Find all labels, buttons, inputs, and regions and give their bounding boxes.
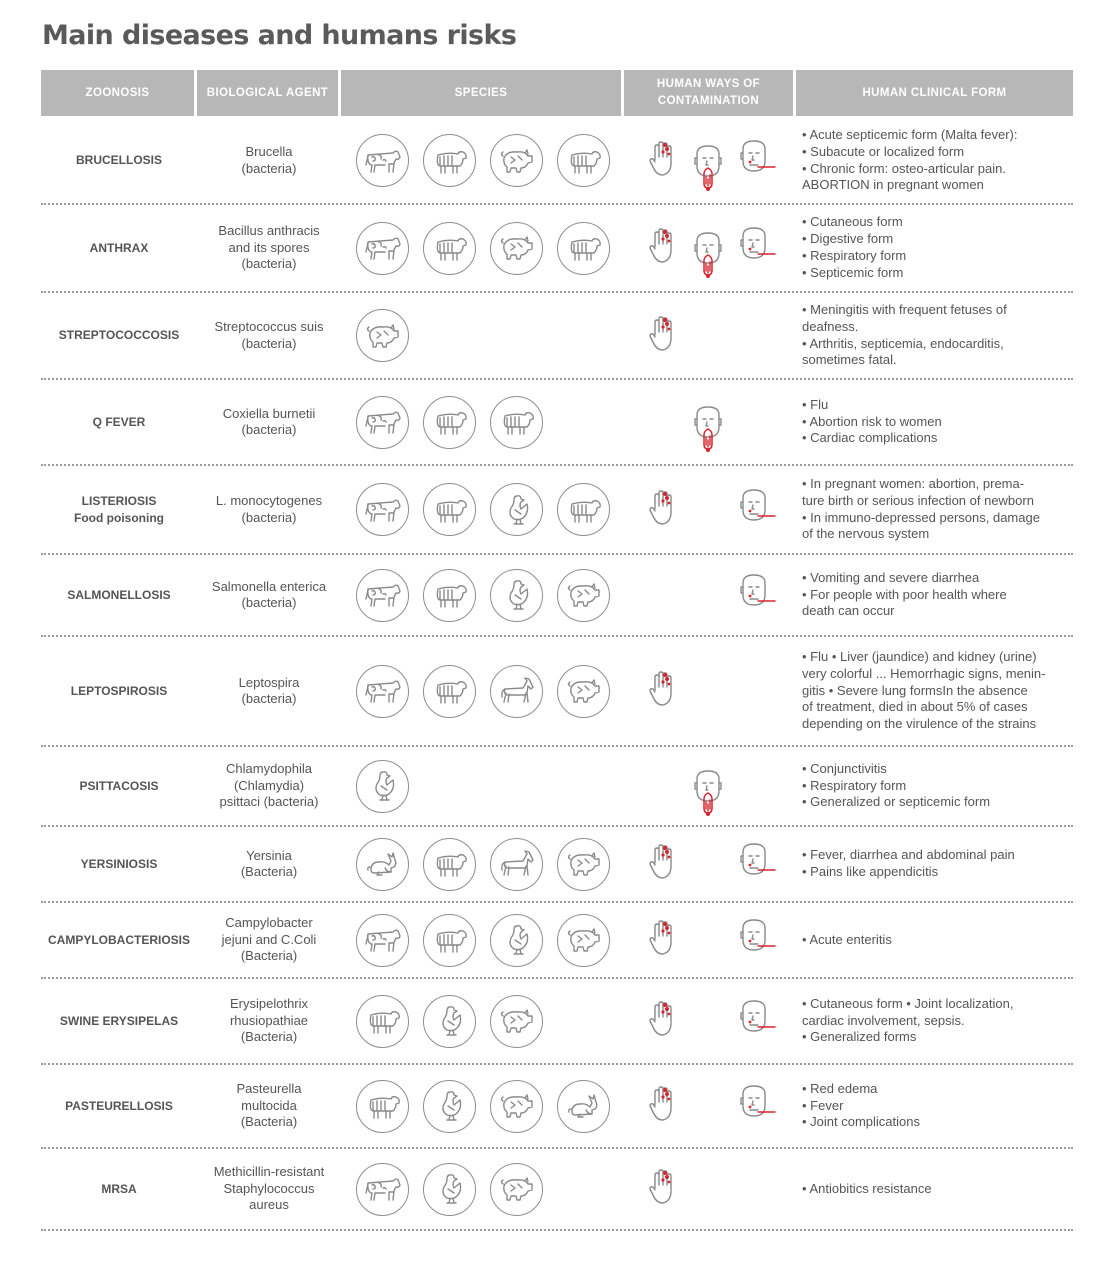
cow-icon xyxy=(356,222,409,275)
zoonosis-name xyxy=(41,683,197,700)
clinical-form-line: • Arthritis, septicemia, endocarditis, xyxy=(802,335,1004,351)
cow-icon xyxy=(356,134,409,187)
clinical-form xyxy=(796,302,1073,369)
zoonosis-name-line: CAMPYLOBACTERIOSIS xyxy=(47,932,190,947)
biological-agent-line: aureus xyxy=(249,1197,289,1213)
zoonosis-name-line: LISTERIOSIS xyxy=(81,493,157,508)
zoonosis-name xyxy=(41,587,197,604)
contamination-ways xyxy=(624,903,796,977)
zoonosis-name xyxy=(41,327,197,344)
clinical-form-line: • Acute enteritis xyxy=(802,931,892,947)
clinical-form-line: • Cardiac complications xyxy=(802,430,938,446)
clinical-form-line: • In pregnant women: abortion, prema- xyxy=(802,475,1025,491)
clinical-form-line: • Joint complications xyxy=(802,1114,920,1130)
table-row xyxy=(41,827,1073,903)
biological-agent-line: (bacteria) xyxy=(241,256,297,272)
clinical-form xyxy=(796,214,1073,281)
zoonosis-name-line: LEPTOSPIROSIS xyxy=(70,683,168,698)
biological-agent-line: Pasteurella xyxy=(236,1081,302,1097)
header-ways-line2: CONTAMINATION xyxy=(657,95,760,107)
horse-icon xyxy=(490,838,543,891)
biological-agent-line: rhusiopathiae xyxy=(229,1012,309,1028)
pig-icon xyxy=(490,1163,543,1216)
biological-agent-line: Staphylococcus xyxy=(223,1180,315,1196)
inhalation-icon xyxy=(738,842,778,882)
zoonosis-name-line: ANTHRAX xyxy=(89,240,149,255)
biological-agent xyxy=(197,761,341,811)
species-list xyxy=(341,569,624,622)
clinical-form-line: • Respiratory form xyxy=(802,248,907,263)
biological-agent xyxy=(197,1081,341,1131)
clinical-form-line: • Fever, diarrhea and abdominal pain xyxy=(802,847,1015,863)
zoonosis-name-line: SALMONELLOSIS xyxy=(67,587,171,602)
inhalation-icon xyxy=(738,918,778,958)
clinical-form xyxy=(796,397,1073,447)
sheep-icon xyxy=(356,995,409,1048)
hand-contact-icon xyxy=(647,314,681,354)
table-row xyxy=(41,118,1073,205)
disease-table xyxy=(41,118,1073,1231)
species-list xyxy=(341,665,624,718)
ingestion-icon xyxy=(692,769,726,817)
sheep-icon xyxy=(423,569,476,622)
rabbit-icon xyxy=(356,838,409,891)
clinical-form-line: • Respiratory form xyxy=(802,777,907,793)
clinical-form-line: of treatment, died in about 5% of cases xyxy=(802,699,1028,715)
biological-agent xyxy=(197,223,341,273)
sheep-icon xyxy=(557,134,610,187)
biological-agent-line: (Bacteria) xyxy=(240,948,298,964)
cow-icon xyxy=(356,569,409,622)
clinical-form-line: • Chronic form: osteo-articular pain. xyxy=(802,160,1006,176)
hand-contact-icon xyxy=(647,1167,681,1207)
clinical-form-line: • Acute septicemic form (Malta fever): xyxy=(802,126,1018,142)
biological-agent-line: Bacillus anthracis xyxy=(218,223,320,239)
ingestion-icon xyxy=(692,144,726,192)
biological-agent-line: Chlamydophila xyxy=(226,761,312,777)
species-list xyxy=(341,1163,624,1216)
sheep-icon xyxy=(490,396,543,449)
zoonosis-name xyxy=(41,856,197,873)
sheep-icon xyxy=(423,134,476,187)
cow-icon xyxy=(356,665,409,718)
clinical-form-line: • Flu • Liver (jaundice) and kidney (urine) xyxy=(802,649,1037,664)
clinical-form-line: • Red edema xyxy=(802,1080,878,1096)
zoonosis-name xyxy=(41,778,197,795)
hand-contact-icon xyxy=(647,1084,681,1124)
clinical-form-line: • Cutaneous form • Joint localization, xyxy=(802,995,1014,1011)
biological-agent-line: Streptococcus suis xyxy=(214,319,324,334)
biological-agent-line: (Bacteria) xyxy=(240,1029,298,1045)
sheep-icon xyxy=(423,665,476,718)
clinical-form-line: • Antiobitics resistance xyxy=(802,1180,932,1196)
clinical-form xyxy=(796,761,1073,811)
clinical-form-line: very colorful ... Hemorrhagic signs, menin- xyxy=(802,665,1046,681)
biological-agent-line: (bacteria) xyxy=(241,422,297,437)
contamination-ways xyxy=(624,466,796,553)
zoonosis-name-line: PASTEURELLOSIS xyxy=(65,1098,173,1113)
biological-agent-line: L. monocytogenes xyxy=(215,493,323,508)
clinical-form-line: • Abortion risk to women xyxy=(802,413,942,429)
biological-agent-line: psittaci (bacteria) xyxy=(219,794,319,810)
species-list xyxy=(341,309,624,362)
biological-agent-line: (bacteria) xyxy=(241,691,297,706)
sheep-icon xyxy=(356,1080,409,1133)
biological-agent-line: (bacteria) xyxy=(241,160,297,176)
header-species: SPECIES xyxy=(341,70,621,116)
zoonosis-name xyxy=(41,493,197,527)
contamination-ways xyxy=(624,293,796,378)
table-row xyxy=(41,903,1073,979)
table-row xyxy=(41,293,1073,380)
table-row xyxy=(41,1149,1073,1231)
chicken-icon xyxy=(490,914,543,967)
clinical-form xyxy=(796,570,1073,620)
sheep-icon xyxy=(557,222,610,275)
inhalation-icon xyxy=(738,139,778,179)
biological-agent-line: Erysipelothrix xyxy=(229,996,309,1012)
clinical-form-line: • Flu xyxy=(802,396,829,412)
clinical-form-line: • Fever xyxy=(802,1097,844,1113)
pig-icon xyxy=(490,1080,543,1133)
hand-contact-icon xyxy=(647,999,681,1039)
header-zoonosis: ZOONOSIS xyxy=(41,70,194,116)
clinical-form-line: cardiac involvement, sepsis. xyxy=(802,1012,965,1028)
clinical-form-line: • Vomiting and severe diarrhea xyxy=(802,569,980,585)
biological-agent xyxy=(197,675,341,708)
biological-agent-line: multocida xyxy=(241,1097,297,1113)
clinical-form xyxy=(796,932,1073,949)
sheep-icon xyxy=(423,483,476,536)
contamination-ways xyxy=(624,555,796,635)
zoonosis-name-line: STREPTOCOCCOSIS xyxy=(58,328,180,342)
zoonosis-name xyxy=(41,1098,197,1115)
table-row xyxy=(41,205,1073,293)
sheep-icon xyxy=(423,222,476,275)
zoonosis-name-line: YERSINIOSIS xyxy=(80,856,158,871)
contamination-ways xyxy=(624,380,796,464)
clinical-form xyxy=(796,127,1073,194)
rabbit-icon xyxy=(557,1080,610,1133)
clinical-form-line: • Generalized forms xyxy=(802,1029,917,1045)
header-biological-agent: BIOLOGICAL AGENT xyxy=(197,70,338,116)
table-row xyxy=(41,637,1073,747)
biological-agent xyxy=(197,144,341,177)
pig-icon xyxy=(490,134,543,187)
sheep-icon xyxy=(423,396,476,449)
clinical-form-line: • Septicemic form xyxy=(802,264,904,280)
cow-icon xyxy=(356,914,409,967)
sheep-icon xyxy=(557,483,610,536)
biological-agent xyxy=(197,406,341,439)
species-list xyxy=(341,914,624,967)
table-row xyxy=(41,380,1073,466)
table-row xyxy=(41,466,1073,555)
chicken-icon xyxy=(490,483,543,536)
clinical-form xyxy=(796,476,1073,543)
zoonosis-name-line: BRUCELLOSIS xyxy=(75,153,162,167)
contamination-ways xyxy=(624,827,796,901)
clinical-form-line: • Generalized or septicemic form xyxy=(802,794,991,810)
clinical-form-line: death can occur xyxy=(802,603,895,619)
ingestion-icon xyxy=(692,231,726,279)
contamination-ways xyxy=(624,205,796,291)
cow-icon xyxy=(356,483,409,536)
contamination-ways xyxy=(624,637,796,745)
clinical-form-line: ABORTION in pregnant women xyxy=(802,177,984,193)
zoonosis-name xyxy=(41,240,197,257)
species-list xyxy=(341,838,624,891)
biological-agent xyxy=(197,1164,341,1214)
species-list xyxy=(341,222,624,275)
table-row xyxy=(41,555,1073,637)
biological-agent xyxy=(197,493,341,526)
pig-icon xyxy=(557,569,610,622)
sheep-icon xyxy=(423,914,476,967)
zoonosis-name-line: SWINE ERYSIPELAS xyxy=(59,1013,179,1028)
inhalation-icon xyxy=(738,999,778,1039)
species-list xyxy=(341,134,624,187)
inhalation-icon xyxy=(738,1084,778,1124)
chicken-icon xyxy=(490,569,543,622)
contamination-ways xyxy=(624,118,796,203)
biological-agent-line: Campylobacter xyxy=(225,915,313,931)
clinical-form-line: gitis • Severe lung formsIn the absence xyxy=(802,682,1028,698)
clinical-form-line: • Digestive form xyxy=(802,231,894,247)
clinical-form-line: depending on the virulence of the strains xyxy=(802,716,1037,732)
hand-contact-icon xyxy=(647,918,681,958)
biological-agent-line: (Chlamydia) xyxy=(233,777,305,793)
zoonosis-name xyxy=(41,1013,197,1030)
biological-agent-line: (bacteria) xyxy=(241,509,297,525)
species-list xyxy=(341,995,624,1048)
biological-agent-line: Methicillin-resistant xyxy=(213,1164,325,1180)
clinical-form-line: • Cutaneous form xyxy=(802,214,903,230)
zoonosis-name xyxy=(41,414,197,431)
inhalation-icon xyxy=(738,226,778,266)
biological-agent xyxy=(197,996,341,1046)
header-ways xyxy=(624,70,793,116)
biological-agent-line: Brucella xyxy=(245,144,293,159)
hand-contact-icon xyxy=(647,139,681,179)
pig-icon xyxy=(557,838,610,891)
zoonosis-name-line: Q FEVER xyxy=(92,414,146,429)
contamination-ways xyxy=(624,747,796,825)
hand-contact-icon xyxy=(647,488,681,528)
clinical-form-line: of the nervous system xyxy=(802,526,930,542)
clinical-form-line: • For people with poor health where xyxy=(802,586,1007,602)
biological-agent-line: Salmonella enterica xyxy=(211,578,327,594)
pig-icon xyxy=(557,665,610,718)
chicken-icon xyxy=(423,995,476,1048)
clinical-form-line: • In immuno-depressed persons, damage xyxy=(802,509,1040,525)
clinical-form xyxy=(796,1081,1073,1131)
header-ways-line1: HUMAN WAYS OF xyxy=(656,78,761,90)
clinical-form-line: • Subacute or localized form xyxy=(802,143,965,159)
chicken-icon xyxy=(423,1163,476,1216)
zoonosis-name xyxy=(41,932,197,949)
contamination-ways xyxy=(624,1065,796,1147)
clinical-form-line: ture birth or serious infection of newborn xyxy=(802,492,1034,508)
clinical-form-line: • Pains like appendicitis xyxy=(802,864,939,879)
species-list xyxy=(341,483,624,536)
table-header xyxy=(41,70,1073,116)
zoonosis-name-line: PSITTACOSIS xyxy=(79,778,159,793)
clinical-form xyxy=(796,847,1073,881)
biological-agent xyxy=(197,848,341,881)
table-row xyxy=(41,1065,1073,1149)
hand-contact-icon xyxy=(647,669,681,709)
clinical-form-line: • Meningitis with frequent fetuses of xyxy=(802,301,1007,317)
species-list xyxy=(341,1080,624,1133)
clinical-form-line: • Conjunctivitis xyxy=(802,760,887,776)
species-list xyxy=(341,396,624,449)
sheep-icon xyxy=(423,838,476,891)
biological-agent-line: (Bacteria) xyxy=(240,864,298,879)
clinical-form-line: deafness. xyxy=(802,318,859,334)
zoonosis-name-line: MRSA xyxy=(101,1181,137,1196)
pig-icon xyxy=(490,222,543,275)
hand-contact-icon xyxy=(647,226,681,266)
table-row xyxy=(41,747,1073,827)
cow-icon xyxy=(356,1163,409,1216)
pig-icon xyxy=(557,914,610,967)
clinical-form xyxy=(796,1181,1073,1198)
biological-agent-line: (bacteria) xyxy=(241,335,297,351)
biological-agent xyxy=(197,579,341,612)
chicken-icon xyxy=(356,760,409,813)
biological-agent-line: Leptospira xyxy=(238,674,300,690)
biological-agent-line: Yersinia xyxy=(246,847,292,863)
biological-agent-line: (Bacteria) xyxy=(240,1114,298,1130)
contamination-ways xyxy=(624,979,796,1063)
pig-icon xyxy=(356,309,409,362)
clinical-form-line: sometimes fatal. xyxy=(802,352,897,368)
biological-agent xyxy=(197,319,341,352)
biological-agent-line: and its spores xyxy=(228,239,310,255)
table-row xyxy=(41,979,1073,1065)
contamination-ways xyxy=(624,1149,796,1229)
horse-icon xyxy=(490,665,543,718)
inhalation-icon xyxy=(738,488,778,528)
species-list xyxy=(341,760,624,813)
biological-agent-line: (bacteria) xyxy=(241,595,297,610)
zoonosis-name-line: Food poisoning xyxy=(74,510,164,525)
pig-icon xyxy=(490,995,543,1048)
inhalation-icon xyxy=(738,573,778,613)
biological-agent-line: Coxiella burnetii xyxy=(222,405,316,421)
biological-agent-line: jejuni and C.Coli xyxy=(221,931,317,947)
chicken-icon xyxy=(423,1080,476,1133)
biological-agent xyxy=(197,915,341,965)
hand-contact-icon xyxy=(647,842,681,882)
zoonosis-name xyxy=(41,152,197,169)
page-title: Main diseases and humans risks xyxy=(42,20,517,51)
clinical-form xyxy=(796,649,1073,733)
clinical-form xyxy=(796,996,1073,1046)
zoonosis-name xyxy=(41,1181,197,1198)
header-clinical-form: HUMAN CLINICAL FORM xyxy=(796,70,1073,116)
ingestion-icon xyxy=(692,405,726,453)
cow-icon xyxy=(356,396,409,449)
